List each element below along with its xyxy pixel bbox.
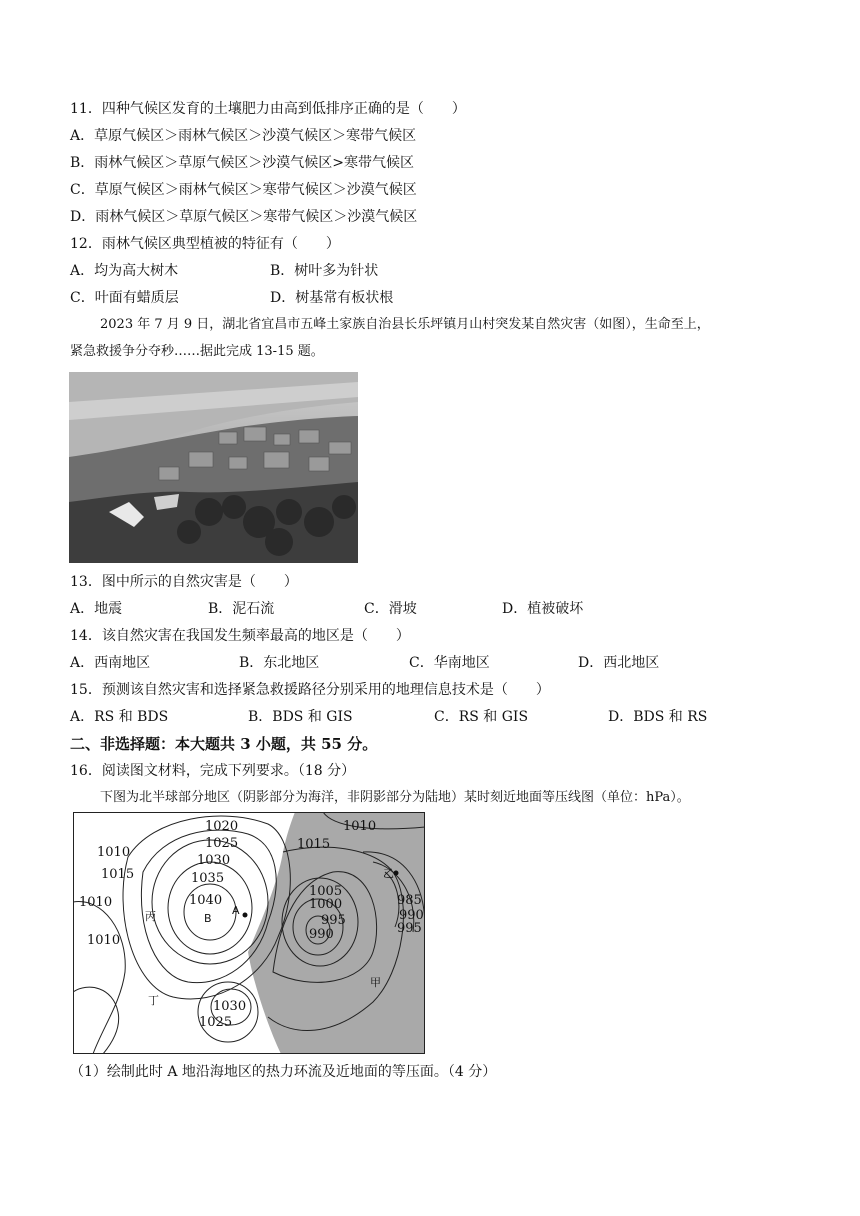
place-label-jia: 甲	[370, 976, 381, 989]
q16-stem: 16．阅读图文材料，完成下列要求。（18 分）	[70, 763, 356, 779]
q13-option-b: B．泥石流	[208, 601, 275, 617]
point-a	[243, 913, 248, 918]
isobar-label: 1015	[101, 867, 135, 882]
isobar-label: 1035	[191, 871, 225, 886]
isobar-label: 1005	[309, 884, 343, 899]
place-label-yi: 乙	[383, 867, 394, 880]
q12-option-a: A．均为高大树木	[70, 263, 179, 279]
q14-option-d: D．西北地区	[578, 655, 660, 671]
q12-option-d: D．树基常有板状根	[270, 290, 394, 306]
isobar-label: 1040	[189, 893, 223, 908]
q11-option-a: A．草原气候区＞雨林气候区＞沙漠气候区＞寒带气候区	[70, 128, 417, 144]
q15-stem: 15．预测该自然灾害和选择紧急救援路径分别采用的地理信息技术是（ ）	[70, 682, 550, 698]
q15-option-a: A．RS 和 BDS	[70, 709, 169, 725]
q12-option-b: B．树叶多为针状	[270, 263, 379, 279]
landslide-photo	[69, 372, 358, 563]
q11-option-c: C．草原气候区＞雨林气候区＞寒带气候区＞沙漠气候区	[70, 182, 417, 198]
isobar-label: 1030	[197, 853, 231, 868]
isobar-label: 1025	[199, 1015, 233, 1030]
isobar-label: 1010	[87, 933, 121, 948]
place-label-ding: 丁	[148, 994, 159, 1007]
isobar-label: 990	[399, 908, 424, 923]
q11-option-d: D．雨林气候区＞草原气候区＞寒带气候区＞沙漠气候区	[70, 209, 418, 225]
q14-stem: 14．该自然灾害在我国发生频率最高的地区是（ ）	[70, 628, 410, 644]
point-yi	[394, 871, 399, 876]
place-label-b: B	[204, 912, 212, 925]
place-label-a: A	[232, 904, 240, 917]
q14-option-c: C．华南地区	[409, 655, 490, 671]
q12-option-c: C．叶面有蜡质层	[70, 290, 179, 306]
isobar-label: 1020	[205, 819, 239, 834]
q13-option-a: A．地震	[70, 601, 123, 617]
q15-option-c: C．RS 和 GIS	[434, 709, 529, 725]
isobar-label: 1025	[205, 836, 239, 851]
passage-line-2: 紧急救援争分夺秒……据此完成 13-15 题。	[70, 344, 324, 359]
q16-intro: 下图为北半球部分地区（阴影部分为海洋，非阴影部分为陆地）某时刻近地面等压线图（单位：hPa）。	[100, 790, 690, 805]
q13-stem: 13．图中所示的自然灾害是（ ）	[70, 574, 298, 590]
q14-option-a: A．西南地区	[70, 655, 151, 671]
isobar-label: 1015	[297, 837, 331, 852]
isobar-label: 1000	[309, 897, 343, 912]
q13-option-d: D．植被破坏	[502, 601, 584, 617]
q16-sub-1: （1）绘制此时 A 地沿海地区的热力环流及近地面的等压面。（4 分）	[70, 1064, 497, 1080]
place-label-bing: 丙	[145, 910, 156, 923]
q14-option-b: B．东北地区	[239, 655, 320, 671]
q15-option-b: B．BDS 和 GIS	[248, 709, 353, 725]
q11-stem: 11．四种气候区发育的土壤肥力由高到低排序正确的是（ ）	[70, 101, 466, 117]
isobar-label: 1010	[343, 819, 377, 834]
isobar-label: 1010	[97, 845, 131, 860]
passage-line-1: 2023 年 7 月 9 日，湖北省宜昌市五峰土家族自治县长乐坪镇月山村突发某自然灾害（如图），生命至上，	[100, 317, 710, 332]
q13-option-c: C．滑坡	[364, 601, 417, 617]
q12-stem: 12．雨林气候区典型植被的特征有（ ）	[70, 236, 340, 252]
q15-option-d: D．BDS 和 RS	[608, 709, 708, 725]
isobar-label: 995	[397, 921, 422, 936]
isobar-label: 1010	[79, 895, 113, 910]
isobar-label: 1030	[213, 999, 247, 1014]
isobar-label: 985	[397, 893, 422, 908]
isobar-label: 995	[321, 913, 346, 928]
isobar-map	[73, 812, 425, 1054]
isobar-label: 990	[309, 927, 334, 942]
section-2-title: 二、非选择题：本大题共 3 小题，共 55 分。	[70, 735, 378, 753]
q11-option-b: B．雨林气候区＞草原气候区＞沙漠气候区>寒带气候区	[70, 155, 415, 171]
